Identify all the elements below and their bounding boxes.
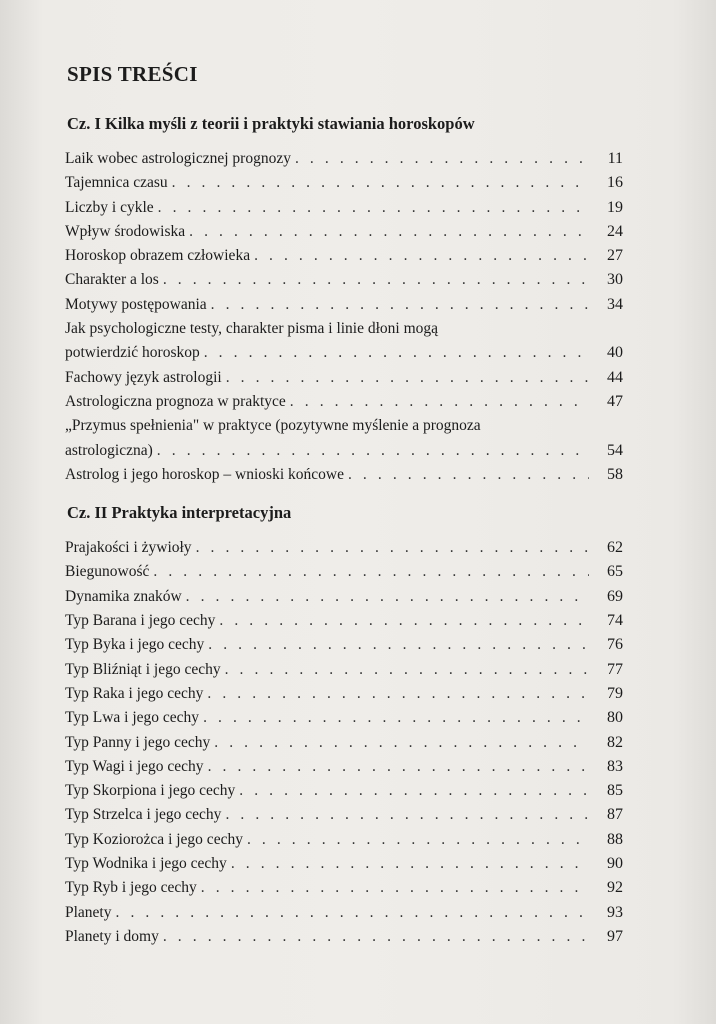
- dot-leader: [153, 560, 589, 584]
- toc-sections: [65, 114, 623, 949]
- toc-entry-title: Tajemnica czasu: [65, 174, 168, 192]
- toc-entry-row: [65, 390, 623, 414]
- toc-entry-page-number: 27: [607, 247, 623, 265]
- toc-entry-row: [65, 536, 623, 560]
- toc-entry-title: Astrolog i jego horoskop – wnioski końcowe: [65, 465, 344, 483]
- toc-entry: [65, 731, 623, 755]
- toc-entry-title: Typ Strzelca i jego cechy: [65, 806, 222, 824]
- toc-entry: [65, 901, 623, 925]
- dot-leader: [172, 171, 589, 195]
- dot-leader: [157, 439, 589, 463]
- dot-leader: [231, 852, 589, 876]
- toc-entry-page-number: 80: [607, 709, 623, 727]
- toc-entry-title: Planety: [65, 903, 112, 921]
- toc-entry: [65, 682, 623, 706]
- dot-leader: [189, 220, 589, 244]
- dot-leader: [116, 901, 590, 925]
- toc-entry-title: Typ Skorpiona i jego cechy: [65, 782, 236, 800]
- toc-entry-title: Prajakości i żywioły: [65, 539, 192, 557]
- toc-entry-page-number: 54: [607, 441, 623, 459]
- toc-entry-page-number: 58: [607, 465, 623, 483]
- dot-leader: [201, 876, 589, 900]
- toc-entry-row: [65, 731, 623, 755]
- toc-entry: [65, 876, 623, 900]
- toc-entry-title: Liczby i cykle: [65, 198, 154, 216]
- toc-entry-page-number: 44: [607, 368, 623, 386]
- toc-entry: [65, 852, 623, 876]
- toc-list: [65, 536, 623, 949]
- toc-entry-page-number: 16: [607, 174, 623, 192]
- toc-entry: [65, 609, 623, 633]
- toc-entry-page-number: 90: [607, 855, 623, 873]
- toc-entry-title-line: „Przymus spełnienia" w praktyce (pozytywne myślenie a prognoza: [65, 417, 481, 435]
- dot-leader: [348, 463, 589, 487]
- dot-leader: [225, 658, 589, 682]
- toc-entry: [65, 803, 623, 827]
- toc-entry-page-number: 93: [607, 903, 623, 921]
- toc-entry: [65, 585, 623, 609]
- toc-entry-row: [65, 439, 623, 463]
- toc-entry-page-number: 24: [607, 222, 623, 240]
- toc-entry-title: Typ Wagi i jego cechy: [65, 757, 204, 775]
- toc-entry-row: [65, 585, 623, 609]
- toc-entry-page-number: 88: [607, 830, 623, 848]
- toc-entry-row: [65, 876, 623, 900]
- toc-entry: [65, 366, 623, 390]
- dot-leader: [247, 828, 589, 852]
- toc-entry-page-number: 62: [607, 539, 623, 557]
- toc-entry: [65, 244, 623, 268]
- toc-entry-title-line: Jak psychologiczne testy, charakter pisma i linie dłoni mogą: [65, 320, 439, 338]
- toc-entry-page-number: 47: [607, 392, 623, 410]
- toc-entry-row: [65, 658, 623, 682]
- toc-entry-row: [65, 609, 623, 633]
- dot-leader: [208, 633, 589, 657]
- toc-entry-title: Typ Byka i jego cechy: [65, 636, 205, 654]
- dot-leader: [219, 609, 589, 633]
- toc-entry-page-number: 40: [607, 344, 623, 362]
- toc-entry-title: Typ Koziorożca i jego cechy: [65, 830, 243, 848]
- toc-list: [65, 147, 623, 487]
- toc-entry-page-number: 19: [607, 198, 623, 216]
- dot-leader: [203, 706, 589, 730]
- toc-entry-row: [65, 852, 623, 876]
- toc-entry-title: Typ Ryb i jego cechy: [65, 879, 197, 897]
- toc-entry-row: [65, 682, 623, 706]
- page-title: SPIS TREŚCI: [67, 62, 198, 86]
- toc-entry: [65, 658, 623, 682]
- toc-entry-title: Wpływ środowiska: [65, 222, 186, 240]
- dot-leader: [211, 293, 589, 317]
- toc-entry: [65, 560, 623, 584]
- toc-entry-row: [65, 755, 623, 779]
- toc-entry-title: astrologiczna): [65, 441, 153, 459]
- toc-entry-row: [65, 293, 623, 317]
- toc-entry-title: Charakter a los: [65, 271, 159, 289]
- toc-entry-row: [65, 341, 623, 365]
- toc-entry-page-number: 79: [607, 684, 623, 702]
- toc-entry-row: [65, 901, 623, 925]
- toc-entry-page-number: 77: [607, 660, 623, 678]
- toc-entry-page-number: 97: [607, 927, 623, 945]
- table-of-contents: [65, 62, 623, 949]
- toc-entry-page-number: 65: [607, 563, 623, 581]
- toc-entry: [65, 390, 623, 414]
- dot-leader: [290, 390, 589, 414]
- toc-entry-title: Horoskop obrazem człowieka: [65, 247, 251, 265]
- toc-section: [65, 114, 623, 487]
- toc-entry-title: Fachowy język astrologii: [65, 368, 222, 386]
- toc-entry-title: Laik wobec astrologicznej prognozy: [65, 150, 291, 167]
- toc-entry-title: Typ Bliźniąt i jego cechy: [65, 660, 221, 678]
- toc-entry-page-number: 92: [607, 879, 623, 897]
- dot-leader: [239, 779, 589, 803]
- toc-entry: [65, 463, 623, 487]
- toc-entry: [65, 925, 623, 949]
- toc-entry-row: [65, 925, 623, 949]
- dot-leader: [207, 682, 589, 706]
- toc-entry-page-number: 82: [607, 733, 623, 751]
- toc-entry-title: Planety i domy: [65, 927, 159, 945]
- toc-entry-page-number: 34: [607, 295, 623, 313]
- toc-entry-row: [65, 220, 623, 244]
- dot-leader: [163, 268, 589, 292]
- toc-entry: [65, 828, 623, 852]
- toc-entry-page-number: 85: [607, 782, 623, 800]
- toc-entry-page-number: 69: [607, 587, 623, 605]
- toc-entry-row: [65, 244, 623, 268]
- toc-entry: [65, 779, 623, 803]
- toc-entry: [65, 147, 623, 171]
- toc-entry: [65, 414, 623, 463]
- dot-leader: [208, 755, 589, 779]
- toc-entry-title: Biegunowość: [65, 563, 150, 581]
- toc-section: [65, 503, 623, 949]
- dot-leader: [158, 196, 589, 220]
- dot-leader: [214, 731, 589, 755]
- toc-entry: [65, 171, 623, 195]
- toc-entry-row: [65, 171, 623, 195]
- toc-entry-page-number: 83: [607, 757, 623, 775]
- dot-leader: [295, 147, 589, 171]
- dot-leader: [254, 244, 589, 268]
- dot-leader: [196, 536, 589, 560]
- toc-entry-row: [65, 147, 623, 171]
- toc-entry-row: [65, 196, 623, 220]
- toc-entry-row: [65, 779, 623, 803]
- toc-entry-page-number: 87: [607, 806, 623, 824]
- toc-entry-title: Typ Lwa i jego cechy: [65, 709, 200, 727]
- toc-entry: [65, 220, 623, 244]
- toc-entry-title: Typ Wodnika i jego cechy: [65, 855, 227, 873]
- toc-entry-row: [65, 706, 623, 730]
- toc-entry-title: Astrologiczna prognoza w praktyce: [65, 392, 286, 410]
- toc-entry: [65, 268, 623, 292]
- toc-entry: [65, 633, 623, 657]
- toc-entry-row: [65, 560, 623, 584]
- toc-entry-row: [65, 828, 623, 852]
- toc-entry-title: Typ Panny i jego cechy: [65, 733, 211, 751]
- dot-leader: [186, 585, 589, 609]
- toc-entry-row: [65, 268, 623, 292]
- toc-entry: [65, 293, 623, 317]
- dot-leader: [163, 925, 589, 949]
- toc-entry: [65, 317, 623, 366]
- toc-entry-page-number: 76: [607, 636, 623, 654]
- dot-leader: [204, 341, 589, 365]
- toc-entry-page-number: 30: [607, 271, 623, 289]
- dot-leader: [225, 803, 589, 827]
- toc-entry-title: Dynamika znaków: [65, 587, 182, 605]
- section-heading: Cz. II Praktyka interpretacyjna: [67, 503, 292, 523]
- toc-entry-page-number: 11: [607, 150, 623, 167]
- toc-entry: [65, 755, 623, 779]
- dot-leader: [226, 366, 589, 390]
- toc-entry-title: potwierdzić horoskop: [65, 344, 200, 362]
- toc-entry: [65, 536, 623, 560]
- toc-entry-row: [65, 463, 623, 487]
- toc-entry: [65, 196, 623, 220]
- toc-entry-title: Typ Raka i jego cechy: [65, 684, 204, 702]
- toc-entry-page-number: 74: [607, 612, 623, 630]
- toc-entry-row: [65, 366, 623, 390]
- toc-entry-title: Motywy postępowania: [65, 295, 207, 313]
- toc-entry: [65, 706, 623, 730]
- toc-entry-row: [65, 803, 623, 827]
- section-heading: Cz. I Kilka myśli z teorii i praktyki stawiania horoskopów: [67, 114, 475, 133]
- toc-entry-title: Typ Barana i jego cechy: [65, 612, 216, 630]
- toc-entry-row: [65, 633, 623, 657]
